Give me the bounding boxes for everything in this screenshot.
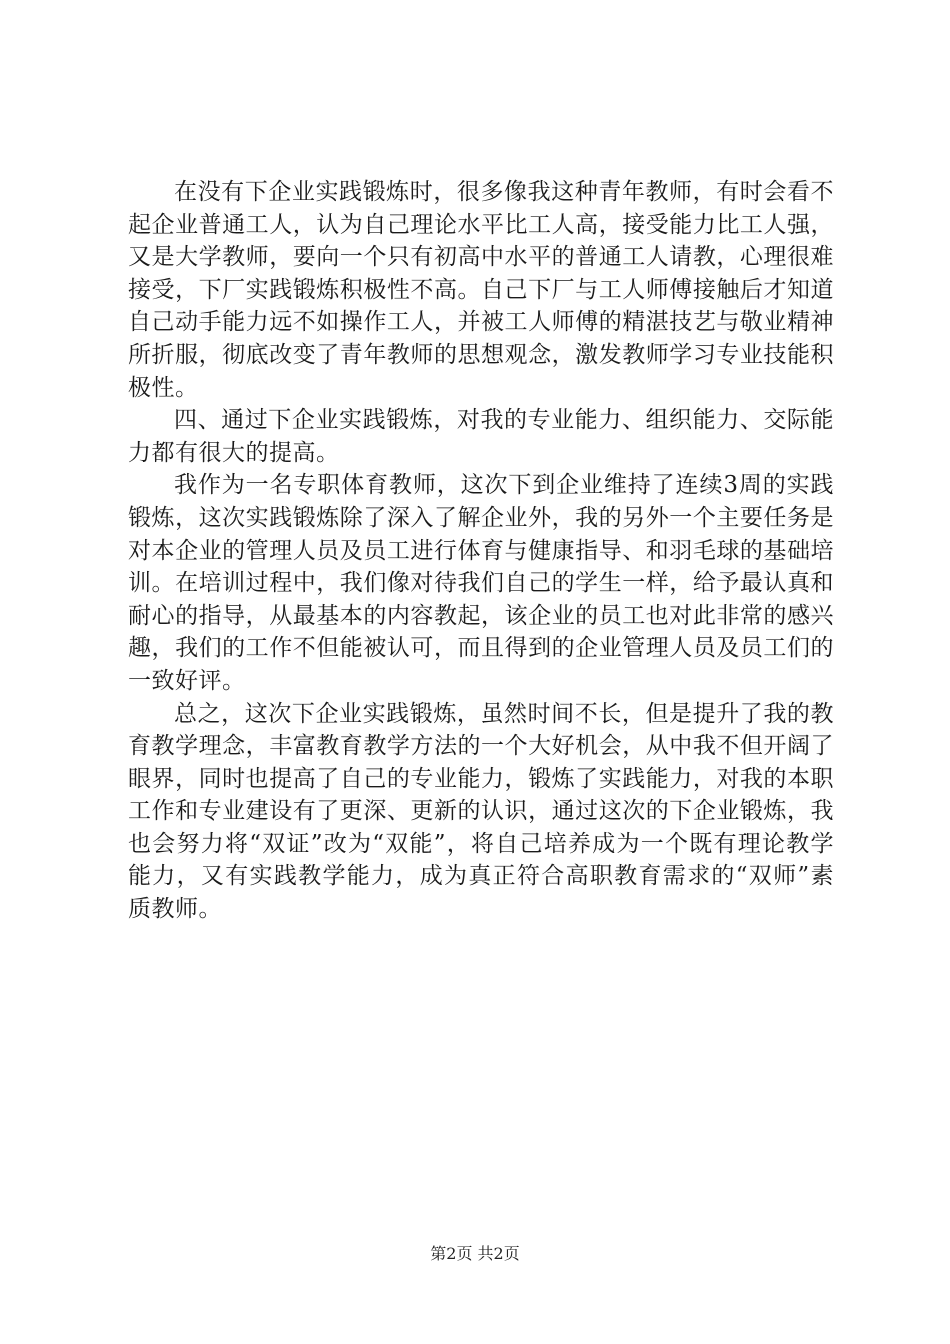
- paragraph-reflection: 在没有下企业实践锻炼时，很多像我这种青年教师，有时会看不起企业普通工人，认为自己理论水平比工人高，接受能力比工人强，又是大学教师，要向一个只有初高中水平的普通工人请教，心理很难接受，下厂实践锻炼积极性不高。自己下厂与工人师傅接触后才知道自己动手能力远不如操作工人，并被工人师傅的精湛技艺与敬业精神所折服，彻底改变了青年教师的思想观念，激发教师学习专业技能积极性。: [128, 179, 834, 401]
- document-body: [128, 176, 834, 926]
- paragraph-section-four-heading: 四、通过下企业实践锻炼，对我的专业能力、组织能力、交际能力都有很大的提高。: [128, 407, 834, 466]
- page-number-footer: 第2页 共2页: [430, 1244, 520, 1263]
- paragraph-conclusion: 总之，这次下企业实践锻炼，虽然时间不长，但是提升了我的教育教学理念，丰富教育教学方法的一个大好机会，从中我不但开阔了眼界，同时也提高了自己的专业能力，锻炼了实践能力，对我的本职工作和专业建设有了更深、更新的认识，通过这次的下企业锻炼，我也会努力将“双证”改为“双能”，将自己培养成为一个既有理论教学能力，又有实践教学能力，成为真正符合高职教育需求的“双师”素质教师。: [128, 700, 834, 923]
- paragraph-training: 我作为一名专职体育教师，这次下到企业维持了连续3周的实践锻炼，这次实践锻炼除了深入了解企业外，我的另外一个主要任务是对本企业的管理人员及员工进行体育与健康指导、和羽毛球的基础培训。在培训过程中，我们像对待我们自己的学生一样，给予最认真和耐心的指导，从最基本的内容教起，该企业的员工也对此非常的感兴趣，我们的工作不但能被认可，而且得到的企业管理人员及员工们的一致好评。: [128, 472, 834, 694]
